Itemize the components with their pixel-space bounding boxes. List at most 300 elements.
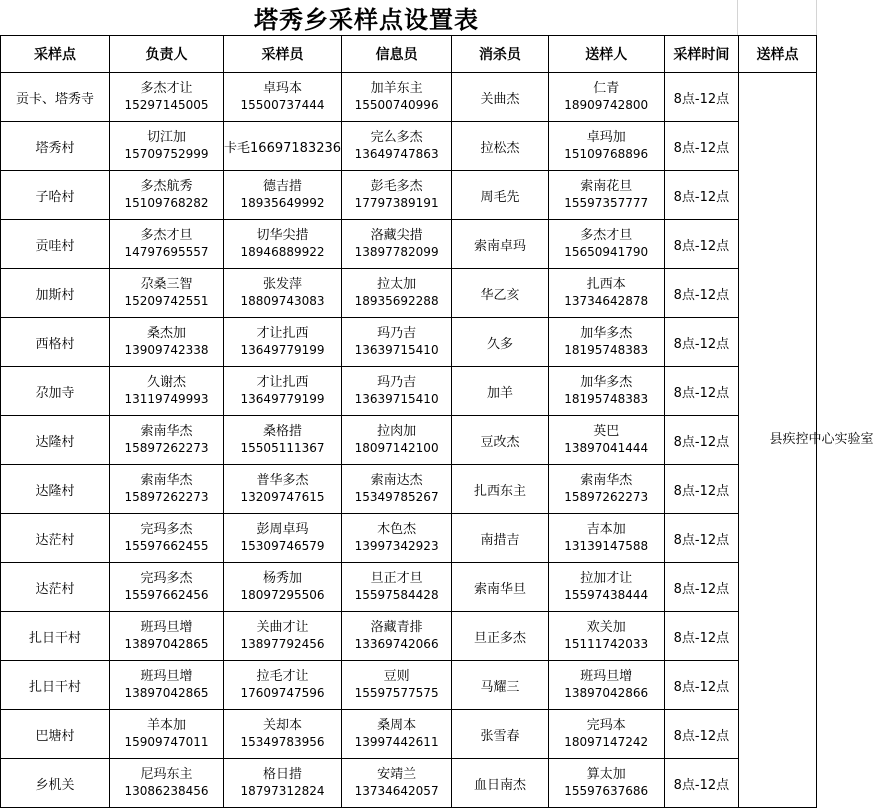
leader-name: 多杰才旦 [140, 228, 193, 243]
disinfector-cell: 拉松杰 [452, 122, 549, 171]
table-row [1, 122, 817, 171]
header-time: 采样时间 [664, 36, 738, 73]
leader-cell [110, 465, 224, 514]
info-phone: 13369742066 [354, 637, 439, 651]
info-contact [342, 717, 451, 751]
info-cell [342, 710, 452, 759]
time-cell: 8点-12点 [664, 563, 738, 612]
info-cell [342, 171, 452, 220]
sampler-cell [224, 269, 342, 318]
site-cell: 巴塘村 [1, 710, 110, 759]
time-cell: 8点-12点 [664, 122, 738, 171]
disinfector-cell: 张雪春 [452, 710, 549, 759]
sampler-phone: 17609747596 [240, 686, 325, 700]
leader-contact [110, 570, 223, 604]
info-name: 桑周本 [377, 718, 417, 733]
info-phone: 13997442611 [354, 735, 439, 749]
table-row [1, 563, 817, 612]
info-phone: 18935692288 [354, 294, 439, 308]
info-name: 洛藏青排 [370, 620, 423, 635]
courier-phone: 15897262273 [564, 490, 649, 504]
site-cell: 达茫村 [1, 563, 110, 612]
leader-phone: 15109768282 [124, 196, 209, 210]
header-destination: 送样点 [739, 36, 817, 73]
leader-contact [110, 423, 223, 457]
courier-contact [549, 619, 664, 653]
table-row [1, 269, 817, 318]
courier-phone: 15597438444 [564, 588, 649, 602]
leader-phone: 13897042865 [124, 637, 209, 651]
leader-cell [110, 612, 224, 661]
courier-cell [548, 171, 664, 220]
courier-phone: 15597357777 [564, 196, 649, 210]
site-cell: 扎日干村 [1, 661, 110, 710]
leader-cell [110, 269, 224, 318]
courier-contact [549, 717, 664, 751]
leader-cell [110, 514, 224, 563]
destination-label: 县疾控中心实验室 [769, 432, 874, 447]
site-cell: 贡卡、塔秀寺 [1, 73, 110, 122]
leader-contact [110, 717, 223, 751]
info-phone: 13639715410 [354, 343, 439, 357]
sampler-contact [224, 80, 341, 114]
courier-contact [549, 129, 664, 163]
info-phone: 15349785267 [354, 490, 439, 504]
time-cell: 8点-12点 [664, 171, 738, 220]
info-name: 安靖兰 [377, 767, 417, 782]
leader-name: 索南华杰 [140, 473, 193, 488]
disinfector-cell: 南措吉 [452, 514, 549, 563]
sampler-cell [224, 318, 342, 367]
info-phone: 13639715410 [354, 392, 439, 406]
header-leader: 负责人 [110, 36, 224, 73]
info-cell [342, 563, 452, 612]
courier-cell [548, 367, 664, 416]
time-cell: 8点-12点 [664, 661, 738, 710]
courier-phone: 15597637686 [564, 784, 649, 798]
leader-contact [110, 276, 223, 310]
info-contact [342, 374, 451, 408]
courier-phone: 13139147588 [564, 539, 649, 553]
time-cell: 8点-12点 [664, 465, 738, 514]
sampler-contact [224, 178, 341, 212]
destination-cell [739, 73, 874, 808]
info-name: 木色杰 [377, 522, 417, 537]
sampler-contact [224, 521, 341, 555]
info-phone: 13997342923 [354, 539, 439, 553]
courier-name: 索南花旦 [580, 179, 633, 194]
leader-phone: 15597662456 [124, 588, 209, 602]
info-cell [342, 367, 452, 416]
sampler-phone: 15500737444 [240, 98, 325, 112]
courier-cell [548, 661, 664, 710]
sampler-contact [224, 668, 341, 702]
leader-phone: 13909742338 [124, 343, 209, 357]
courier-cell [548, 514, 664, 563]
leader-cell [110, 759, 224, 808]
leader-phone: 15709752999 [124, 147, 209, 161]
sampler-phone: 13649779199 [240, 392, 325, 406]
info-cell [342, 759, 452, 808]
info-name: 洛藏尖措 [370, 228, 423, 243]
sampler-cell [224, 367, 342, 416]
courier-contact [549, 766, 664, 800]
sampler-name: 才让扎西 [256, 326, 309, 341]
info-phone: 15597584428 [354, 588, 439, 602]
leader-cell [110, 416, 224, 465]
leader-phone: 14797695557 [124, 245, 209, 259]
time-cell: 8点-12点 [664, 759, 738, 808]
sampler-phone: 18935649992 [240, 196, 325, 210]
disinfector-cell: 马耀三 [452, 661, 549, 710]
sampler-contact [224, 766, 341, 800]
courier-name: 拉加才让 [580, 571, 633, 586]
info-phone: 15597577575 [354, 686, 439, 700]
courier-phone: 15109768896 [564, 147, 649, 161]
courier-cell [548, 612, 664, 661]
info-cell [342, 318, 452, 367]
time-cell: 8点-12点 [664, 220, 738, 269]
sampler-name: 格日措 [263, 767, 303, 782]
courier-cell [548, 759, 664, 808]
time-cell: 8点-12点 [664, 318, 738, 367]
header-info: 信息员 [342, 36, 452, 73]
info-cell [342, 73, 452, 122]
leader-contact [110, 325, 223, 359]
leader-phone: 15597662455 [124, 539, 209, 553]
sampler-name: 彭周卓玛 [256, 522, 309, 537]
info-cell [342, 122, 452, 171]
table-row [1, 612, 817, 661]
sampler-name: 关曲才让 [256, 620, 309, 635]
sampler-phone: 18809743083 [240, 294, 325, 308]
site-cell: 子哈村 [1, 171, 110, 220]
info-phone: 13897782099 [354, 245, 439, 259]
info-phone: 15500740996 [354, 98, 439, 112]
info-name: 玛乃吉 [377, 326, 417, 341]
courier-contact [549, 423, 664, 457]
site-cell: 扎日干村 [1, 612, 110, 661]
leader-name: 切江加 [147, 130, 187, 145]
info-phone: 17797389191 [354, 196, 439, 210]
info-cell [342, 612, 452, 661]
info-contact [342, 227, 451, 261]
courier-phone: 13897041444 [564, 441, 649, 455]
info-name: 索南达杰 [370, 473, 423, 488]
courier-name: 索南华杰 [580, 473, 633, 488]
sampler-cell: 卡毛16697183236 [224, 122, 342, 171]
leader-phone: 13119749993 [124, 392, 209, 406]
courier-name: 加华多杰 [580, 375, 633, 390]
table-row [1, 318, 817, 367]
info-contact [342, 472, 451, 506]
sampler-contact [224, 472, 341, 506]
sampler-cell [224, 514, 342, 563]
time-cell: 8点-12点 [664, 367, 738, 416]
courier-name: 多杰才旦 [580, 228, 633, 243]
courier-phone: 13897042866 [564, 686, 649, 700]
info-name: 旦正才旦 [370, 571, 423, 586]
courier-contact [549, 325, 664, 359]
time-cell: 8点-12点 [664, 710, 738, 759]
leader-name: 索南华杰 [140, 424, 193, 439]
courier-contact [549, 521, 664, 555]
sampler-phone: 13897792456 [240, 637, 325, 651]
leader-cell [110, 367, 224, 416]
table-row [1, 73, 817, 122]
site-cell: 加斯村 [1, 269, 110, 318]
table-row [1, 661, 817, 710]
site-cell: 达隆村 [1, 416, 110, 465]
info-cell [342, 661, 452, 710]
time-cell: 8点-12点 [664, 514, 738, 563]
courier-cell [548, 416, 664, 465]
leader-contact [110, 227, 223, 261]
courier-cell [548, 122, 664, 171]
site-cell: 乡机关 [1, 759, 110, 808]
leader-cell [110, 122, 224, 171]
info-name: 加羊东主 [370, 81, 423, 96]
header-disinfector: 消杀员 [452, 36, 549, 73]
courier-cell [548, 269, 664, 318]
courier-phone: 18909742800 [564, 98, 649, 112]
sampling-table [0, 35, 874, 808]
sampler-contact [224, 619, 341, 653]
courier-name: 算太加 [586, 767, 626, 782]
courier-cell [548, 710, 664, 759]
leader-contact [110, 668, 223, 702]
leader-name: 羊本加 [147, 718, 187, 733]
courier-cell [548, 73, 664, 122]
courier-contact [549, 80, 664, 114]
sampler-contact [224, 227, 341, 261]
disinfector-cell: 加羊 [452, 367, 549, 416]
info-contact [342, 570, 451, 604]
leader-contact [110, 766, 223, 800]
leader-phone: 13897042865 [124, 686, 209, 700]
info-contact [342, 766, 451, 800]
sampler-name: 拉毛才让 [256, 669, 309, 684]
info-name: 拉太加 [377, 277, 417, 292]
header-sampler: 采样员 [224, 36, 342, 73]
courier-name: 欢关加 [586, 620, 626, 635]
courier-name: 卓玛加 [586, 130, 626, 145]
info-name: 彭毛多杰 [370, 179, 423, 194]
leader-contact [110, 472, 223, 506]
courier-name: 英巴 [593, 424, 620, 439]
table-row [1, 514, 817, 563]
leader-phone: 15897262273 [124, 490, 209, 504]
leader-name: 久谢杰 [147, 375, 187, 390]
info-contact [342, 178, 451, 212]
leader-cell [110, 73, 224, 122]
leader-cell [110, 171, 224, 220]
time-cell: 8点-12点 [664, 612, 738, 661]
sampler-contact [224, 276, 341, 310]
disinfector-cell: 扎西东主 [452, 465, 549, 514]
disinfector-cell: 华乙亥 [452, 269, 549, 318]
disinfector-cell: 周毛先 [452, 171, 549, 220]
sampler-phone: 13209747615 [240, 490, 325, 504]
info-contact [342, 423, 451, 457]
sampler-phone: 15505111367 [240, 441, 325, 455]
table-row [1, 416, 817, 465]
sampler-contact [224, 570, 341, 604]
info-contact [342, 668, 451, 702]
courier-name: 扎西本 [586, 277, 626, 292]
table-row [1, 367, 817, 416]
courier-name: 完玛本 [586, 718, 626, 733]
header-courier: 送样人 [548, 36, 664, 73]
sheet-title: 塔秀乡采样点设置表 [254, 6, 479, 34]
leader-contact [110, 80, 223, 114]
leader-phone: 15909747011 [124, 735, 209, 749]
sampler-name: 桑格措 [263, 424, 303, 439]
time-cell: 8点-12点 [664, 73, 738, 122]
sampler-contact [224, 325, 341, 359]
sampler-cell [224, 563, 342, 612]
table-row [1, 710, 817, 759]
sampler-name: 普华多杰 [256, 473, 309, 488]
gridline [737, 0, 738, 35]
info-name: 完么多杰 [370, 130, 423, 145]
leader-name: 桑杰加 [147, 326, 187, 341]
courier-phone: 18195748383 [564, 392, 649, 406]
sampler-cell [224, 465, 342, 514]
disinfector-cell: 豆改杰 [452, 416, 549, 465]
info-name: 豆则 [383, 669, 410, 684]
disinfector-cell: 索南华旦 [452, 563, 549, 612]
leader-cell [110, 220, 224, 269]
site-cell: 塔秀村 [1, 122, 110, 171]
courier-contact [549, 472, 664, 506]
info-contact [342, 80, 451, 114]
courier-phone: 13734642878 [564, 294, 649, 308]
info-contact [342, 521, 451, 555]
courier-contact [549, 276, 664, 310]
courier-name: 班玛旦增 [580, 669, 633, 684]
table-row [1, 220, 817, 269]
table-row [1, 171, 817, 220]
sampler-phone: 18797312824 [240, 784, 325, 798]
sampler-cell [224, 612, 342, 661]
sampler-name: 切华尖措 [256, 228, 309, 243]
disinfector-cell: 血日南杰 [452, 759, 549, 808]
courier-contact [549, 570, 664, 604]
title-row [0, 0, 737, 35]
sampler-cell [224, 73, 342, 122]
disinfector-cell: 索南卓玛 [452, 220, 549, 269]
sampler-contact [224, 374, 341, 408]
sampler-phone: 18097295506 [240, 588, 325, 602]
sampler-cell [224, 710, 342, 759]
leader-name: 多杰才让 [140, 81, 193, 96]
courier-contact [549, 178, 664, 212]
site-cell: 达隆村 [1, 465, 110, 514]
courier-phone: 18195748383 [564, 343, 649, 357]
sampler-phone: 15349783956 [240, 735, 325, 749]
sampler-phone: 18946889922 [240, 245, 325, 259]
info-name: 拉肉加 [377, 424, 417, 439]
info-cell [342, 514, 452, 563]
courier-contact [549, 374, 664, 408]
header-row [1, 36, 817, 73]
site-cell: 西格村 [1, 318, 110, 367]
courier-name: 吉本加 [586, 522, 626, 537]
courier-contact [549, 227, 664, 261]
leader-cell [110, 563, 224, 612]
leader-cell [110, 318, 224, 367]
info-contact [342, 325, 451, 359]
courier-cell [548, 465, 664, 514]
info-name: 玛乃吉 [377, 375, 417, 390]
gridline [816, 0, 817, 35]
leader-contact [110, 374, 223, 408]
courier-cell [548, 563, 664, 612]
leader-name: 完玛多杰 [140, 522, 193, 537]
sampler-phone: 15309746579 [240, 539, 325, 553]
sampler-phone: 13649779199 [240, 343, 325, 357]
courier-phone: 15111742033 [564, 637, 649, 651]
info-cell [342, 269, 452, 318]
courier-name: 加华多杰 [580, 326, 633, 341]
leader-name: 尕桑三智 [140, 277, 193, 292]
sampler-name: 才让扎西 [256, 375, 309, 390]
sampler-cell [224, 416, 342, 465]
info-cell [342, 465, 452, 514]
info-phone: 18097142100 [354, 441, 439, 455]
leader-contact [110, 178, 223, 212]
disinfector-cell: 久多 [452, 318, 549, 367]
info-cell [342, 416, 452, 465]
leader-contact [110, 521, 223, 555]
info-contact [342, 129, 451, 163]
table-row [1, 759, 817, 808]
time-cell: 8点-12点 [664, 416, 738, 465]
sampler-name: 卓玛本 [263, 81, 303, 96]
info-contact [342, 276, 451, 310]
sampler-cell [224, 171, 342, 220]
courier-cell [548, 220, 664, 269]
site-cell: 贡哇村 [1, 220, 110, 269]
leader-cell [110, 710, 224, 759]
leader-contact [110, 129, 223, 163]
sampler-contact [224, 717, 341, 751]
leader-name: 班玛旦增 [140, 620, 193, 635]
info-contact [342, 619, 451, 653]
leader-phone: 15897262273 [124, 441, 209, 455]
info-phone: 13734642057 [354, 784, 439, 798]
sampler-name: 张发萍 [263, 277, 303, 292]
sampler-name: 杨秀加 [263, 571, 303, 586]
site-cell: 达茫村 [1, 514, 110, 563]
leader-name: 班玛旦增 [140, 669, 193, 684]
disinfector-cell: 关曲杰 [452, 73, 549, 122]
leader-cell [110, 661, 224, 710]
leader-name: 尼玛东主 [140, 767, 193, 782]
disinfector-cell: 旦正多杰 [452, 612, 549, 661]
info-phone: 13649747863 [354, 147, 439, 161]
time-cell: 8点-12点 [664, 269, 738, 318]
header-site: 采样点 [1, 36, 110, 73]
courier-contact [549, 668, 664, 702]
leader-phone: 15209742551 [124, 294, 209, 308]
sampler-name: 关却本 [263, 718, 303, 733]
leader-name: 完玛多杰 [140, 571, 193, 586]
leader-phone: 15297145005 [124, 98, 209, 112]
sampler-contact [224, 423, 341, 457]
sampler-cell [224, 220, 342, 269]
